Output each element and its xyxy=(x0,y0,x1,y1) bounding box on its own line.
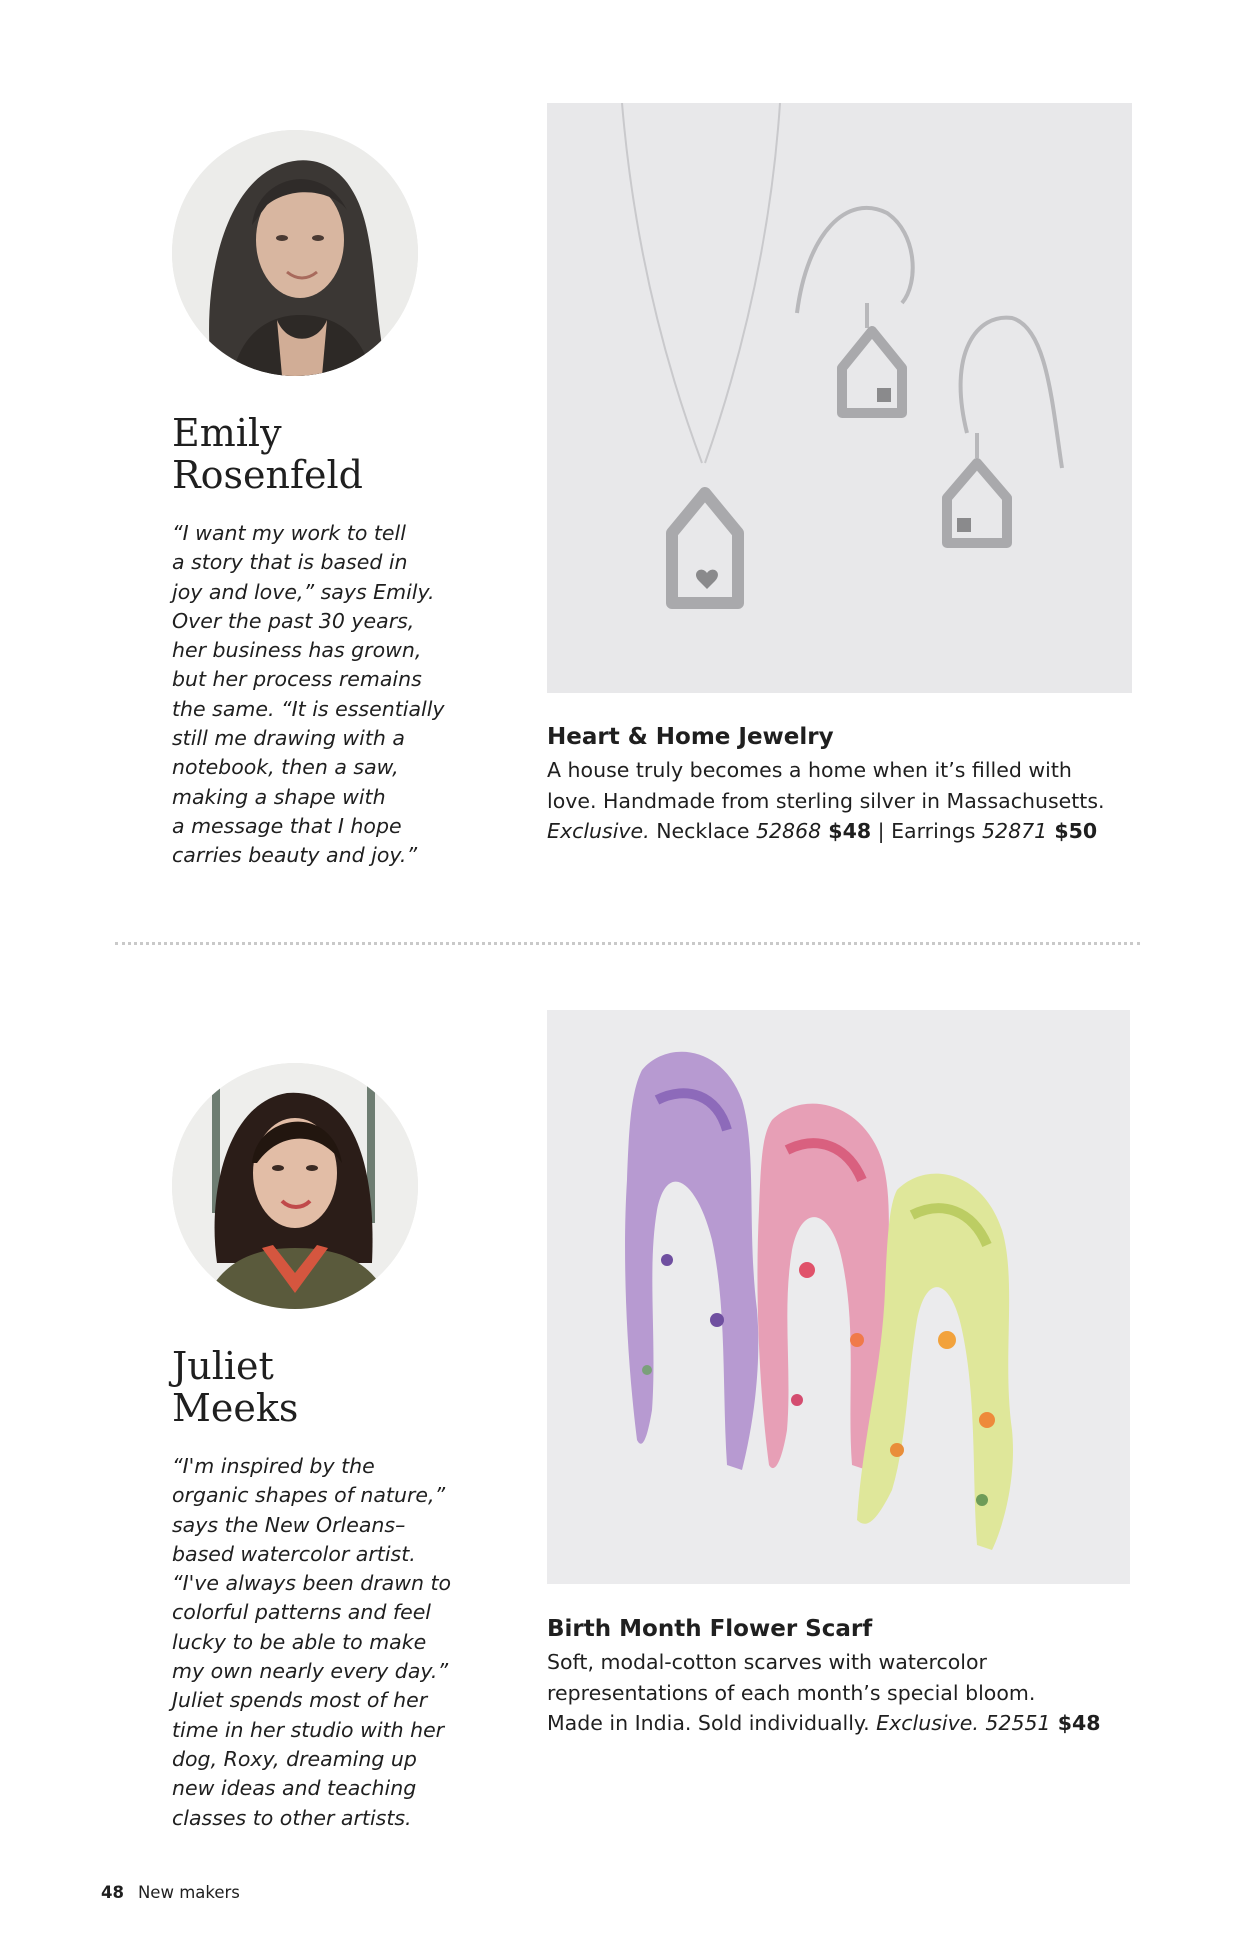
maker-quote xyxy=(172,1452,492,1833)
quote-line: making a shape with xyxy=(172,784,386,809)
description-line: Soft, modal-cotton scarves with watercolor xyxy=(547,1650,987,1674)
quote-line: notebook, then a saw, xyxy=(172,755,399,780)
quote-line: but her process remains xyxy=(172,667,422,692)
scarf-photo xyxy=(547,1010,1130,1584)
quote-line: based watercolor artist. xyxy=(172,1541,416,1566)
quote-line: time in her studio with her xyxy=(172,1717,445,1742)
separator: | xyxy=(871,819,892,843)
maker-last-name: Meeks xyxy=(172,1386,299,1430)
quote-line: a message that I hope xyxy=(172,813,402,838)
section-label: New makers xyxy=(137,1883,240,1902)
quote-line: organic shapes of nature,” xyxy=(172,1483,446,1508)
description-line: representations of each month’s special bloom. xyxy=(547,1680,1036,1705)
quote-line: Juliet spends most of her xyxy=(172,1688,428,1713)
quote-line: still me drawing with a xyxy=(172,726,405,751)
item-price: $48 xyxy=(821,819,872,843)
product-description xyxy=(547,1647,1147,1739)
quote-line: a story that is based in xyxy=(172,550,408,575)
quote-line: classes to other artists. xyxy=(172,1805,412,1830)
quote-line: my own nearly every day.” xyxy=(172,1659,449,1684)
maker-name xyxy=(172,412,492,496)
item-number: 52871 xyxy=(981,819,1048,843)
description-line: love. Handmade from sterling silver in Massachusetts. xyxy=(547,788,1105,813)
page-footer xyxy=(101,1883,240,1902)
quote-line: colorful patterns and feel xyxy=(172,1600,432,1625)
quote-line: carries beauty and joy.” xyxy=(172,843,418,868)
product-title: Birth Month Flower Scarf xyxy=(547,1616,873,1642)
quote-line: her business has grown, xyxy=(172,638,422,663)
description-text: Made in India. Sold individually. xyxy=(547,1711,877,1735)
avatar xyxy=(172,130,418,376)
jewelry-photo xyxy=(547,103,1132,693)
quote-line: the same. “It is essentially xyxy=(172,696,445,721)
price-line xyxy=(547,1708,1147,1739)
quote-line: dog, Roxy, dreaming up xyxy=(172,1746,417,1771)
item-price: $48 xyxy=(1050,1711,1101,1735)
quote-line: “I've always been drawn to xyxy=(172,1571,452,1596)
maker-first-name: Emily xyxy=(172,411,282,455)
quote-line: Over the past 30 years, xyxy=(172,608,415,633)
exclusive-label: Exclusive. xyxy=(547,819,650,843)
quote-line: joy and love,” says Emily. xyxy=(172,579,435,604)
maker-last-name: Rosenfeld xyxy=(172,453,363,497)
page-number: 48 xyxy=(101,1883,124,1902)
maker-quote xyxy=(172,519,492,871)
quote-line: says the New Orleans– xyxy=(172,1512,406,1537)
price-line xyxy=(547,816,1147,847)
item-label: Earrings xyxy=(891,819,982,843)
quote-line: “I'm inspired by the xyxy=(172,1454,375,1478)
section-divider xyxy=(115,942,1140,945)
quote-line: new ideas and teaching xyxy=(172,1776,417,1801)
item-label: Necklace xyxy=(649,819,756,843)
maker-first-name: Juliet xyxy=(172,1344,274,1388)
product-description xyxy=(547,755,1147,847)
quote-line: “I want my work to tell xyxy=(172,521,406,545)
product-title: Heart & Home Jewelry xyxy=(547,724,834,750)
item-number: 52868 xyxy=(755,819,822,843)
quote-line: lucky to be able to make xyxy=(172,1629,427,1654)
item-number: 52551 xyxy=(978,1711,1051,1735)
item-price: $50 xyxy=(1047,819,1098,843)
description-line: A house truly becomes a home when it’s filled with xyxy=(547,758,1072,782)
exclusive-label: Exclusive. xyxy=(876,1711,979,1735)
avatar xyxy=(172,1063,418,1309)
maker-name xyxy=(172,1345,492,1429)
